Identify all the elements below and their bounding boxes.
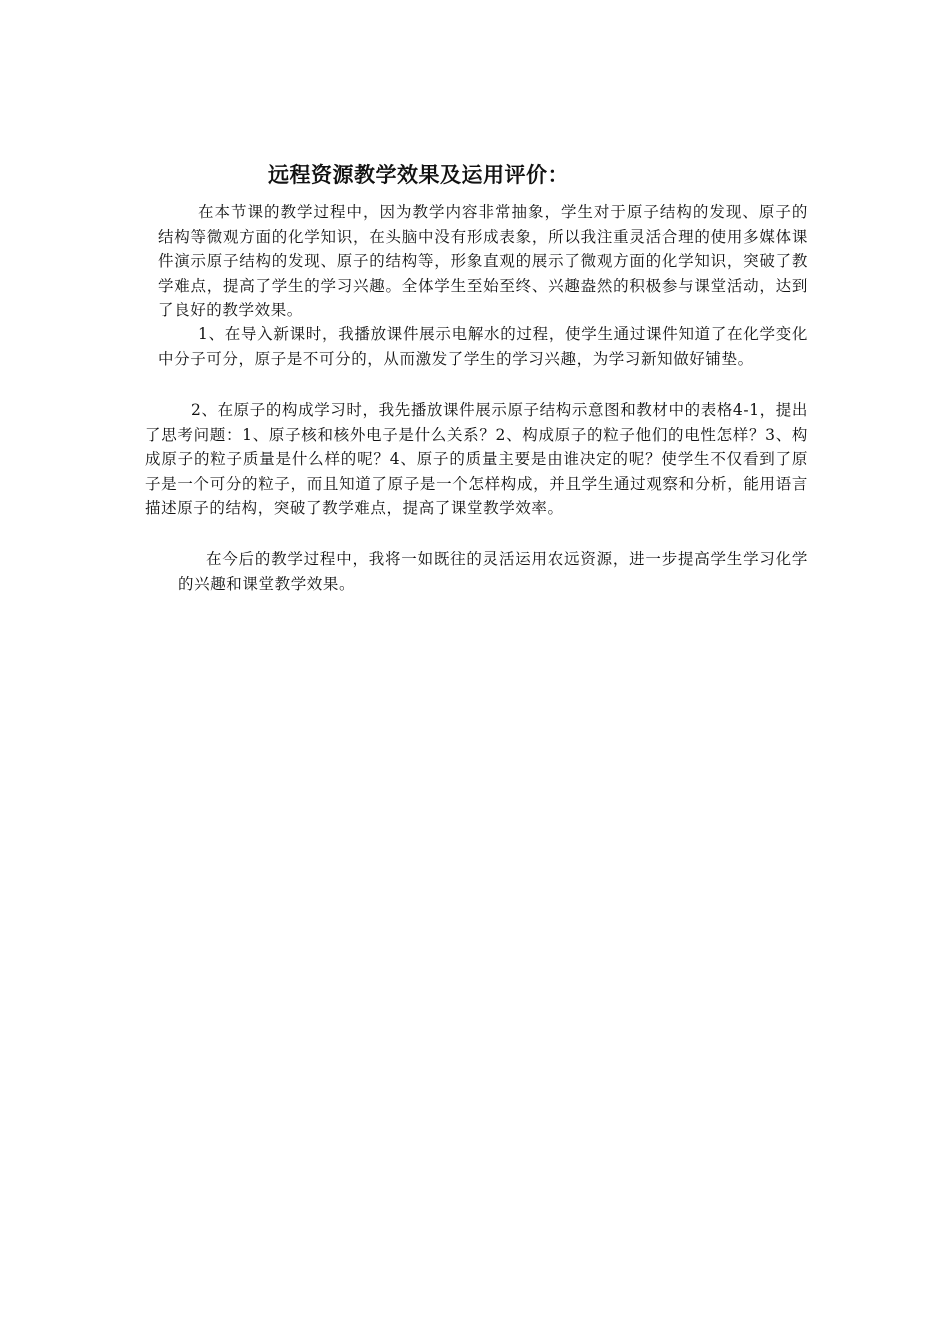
paragraph-point-2: 2、在原子的构成学习时，我先播放课件展示原子结构示意图和教材中的表格4-1，提出了思考问题：1、原子核和核外电子是什么关系？2、构成原子的粒子他们的电性怎样？3、构成原子的粒子质量是什么样的呢？4、原子的质量主要是由谁决定的呢？使学生不仅看到了原子是一个可分的粒子，而且知道了原子是一个怎样构成，并且学生通过观察和分析，能用语言描述原子的结构，突破了教学难点，提高了课堂教学效率。 bbox=[145, 401, 808, 517]
paragraph-conclusion: 在今后的教学过程中，我将一如既往的灵活运用农远资源，进一步提高学生学习化学的兴趣和课堂教学效果。 bbox=[178, 550, 808, 593]
paragraph-intro: 在本节课的教学过程中，因为教学内容非常抽象，学生对于原子结构的发现、原子的结构等微观方面的化学知识，在头脑中没有形成表象，所以我注重灵活合理的使用多媒体课件演示原子结构的发现、原子的结构等，形象直观的展示了微观方面的化学知识，突破了教学难点，提高了学生的学习兴趣。全体学生至始至终、兴趣盎然的积极参与课堂活动，达到了良好的教学效果。 bbox=[158, 203, 808, 319]
paragraph-point-1: 1、在导入新课时，我播放课件展示电解水的过程，使学生通过课件知道了在化学变化中分子可分，原子是不可分的，从而激发了学生的学习兴趣，为学习新知做好铺垫。 bbox=[158, 325, 808, 368]
document-title: 远程资源教学效果及运用评价： bbox=[268, 163, 569, 187]
